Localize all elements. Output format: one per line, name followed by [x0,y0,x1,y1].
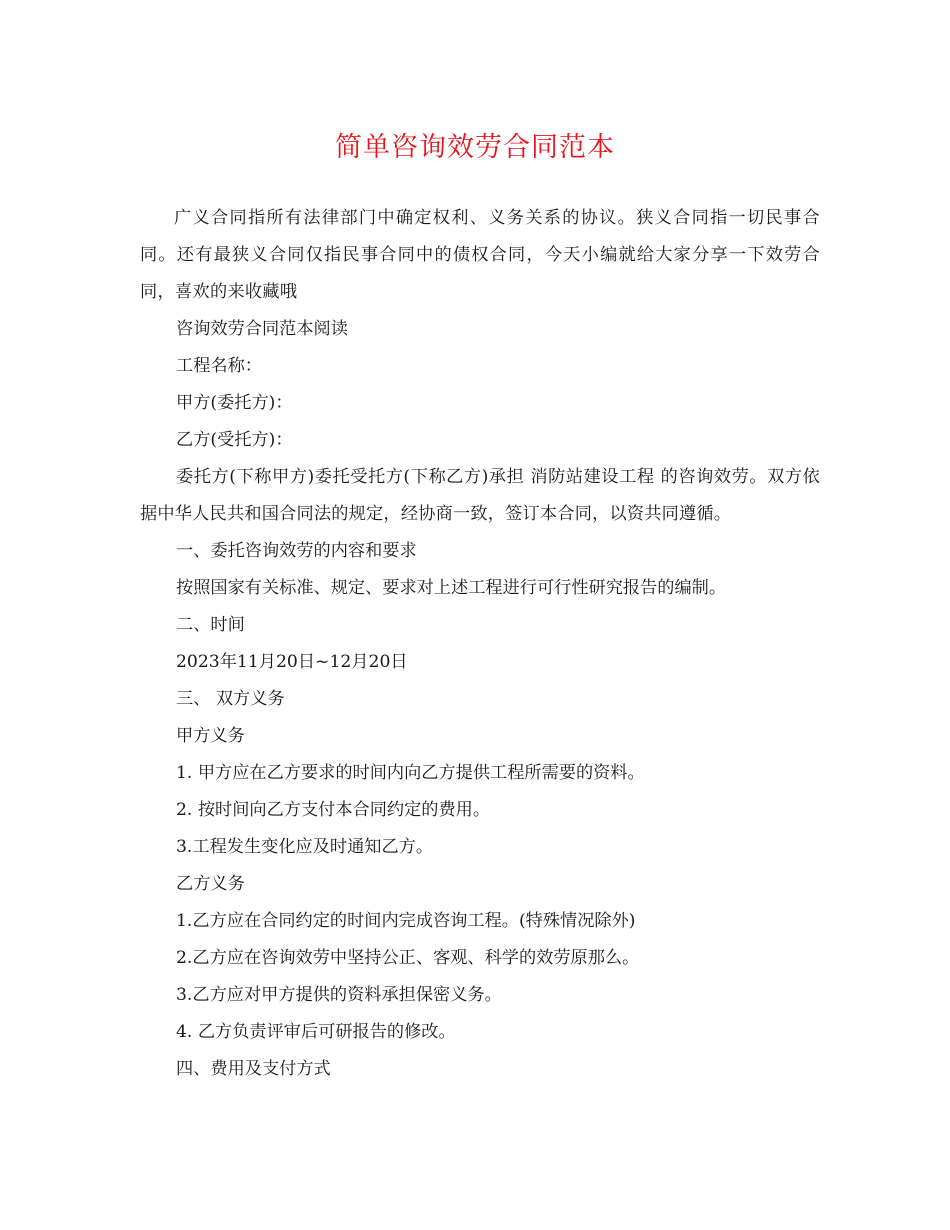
section3-heading: 三、 双方义务 [176,689,285,709]
document-body [140,200,820,1088]
subtitle-line: 咨询效劳合同范本阅读 [176,319,348,339]
party-a-duty-item: 3.工程发生变化应及时通知乙方。 [176,837,434,857]
party-b-line: 乙方(受托方)： [176,430,293,450]
project-name-line: 工程名称： [176,356,262,376]
party-a-line: 甲方(委托方)： [176,393,293,413]
party-b-duty-item: 4. 乙方负责评审后可研报告的修改。 [176,1022,456,1042]
party-a-duty-item: 2. 按时间向乙方支付本合同约定的费用。 [176,800,491,820]
intro-paragraph: 广义合同指所有法律部门中确定权利、义务关系的协议。狭义合同指一切民事合同。还有最狭义合同仅指民事合同中的债权合同，今天小编就给大家分享一下效劳合同，喜欢的来收藏哦 [140,208,820,302]
section1-text: 按照国家有关标准、规定、要求对上述工程进行可行性研究报告的编制。 [176,578,727,598]
section2-text: 2023年11月20日~12月20日 [176,652,408,672]
party-a-duties-heading: 甲方义务 [176,726,245,746]
section1-heading: 一、委托咨询效劳的内容和要求 [176,541,417,561]
document-title: 简单咨询效劳合同范本 [335,132,615,163]
preamble-paragraph: 委托方(下称甲方)委托受托方(下称乙方)承担 消防站建设工程 的咨询效劳。双方依据中华人民共和国合同法的规定，经协商一致，签订本合同，以资共同遵循。 [140,467,820,524]
party-b-duties-heading: 乙方义务 [176,874,245,894]
party-b-duty-item: 2.乙方应在咨询效劳中坚持公正、客观、科学的效劳原那么。 [176,948,640,968]
party-b-duty-item: 1.乙方应在合同约定的时间内完成咨询工程。(特殊情况除外) [176,911,636,931]
section2-heading: 二、时间 [176,615,245,635]
party-a-duty-item: 1. 甲方应在乙方要求的时间内向乙方提供工程所需要的资料。 [176,763,645,783]
party-b-duty-item: 3.乙方应对甲方提供的资料承担保密义务。 [176,985,502,1005]
section4-heading: 四、费用及支付方式 [176,1059,331,1079]
